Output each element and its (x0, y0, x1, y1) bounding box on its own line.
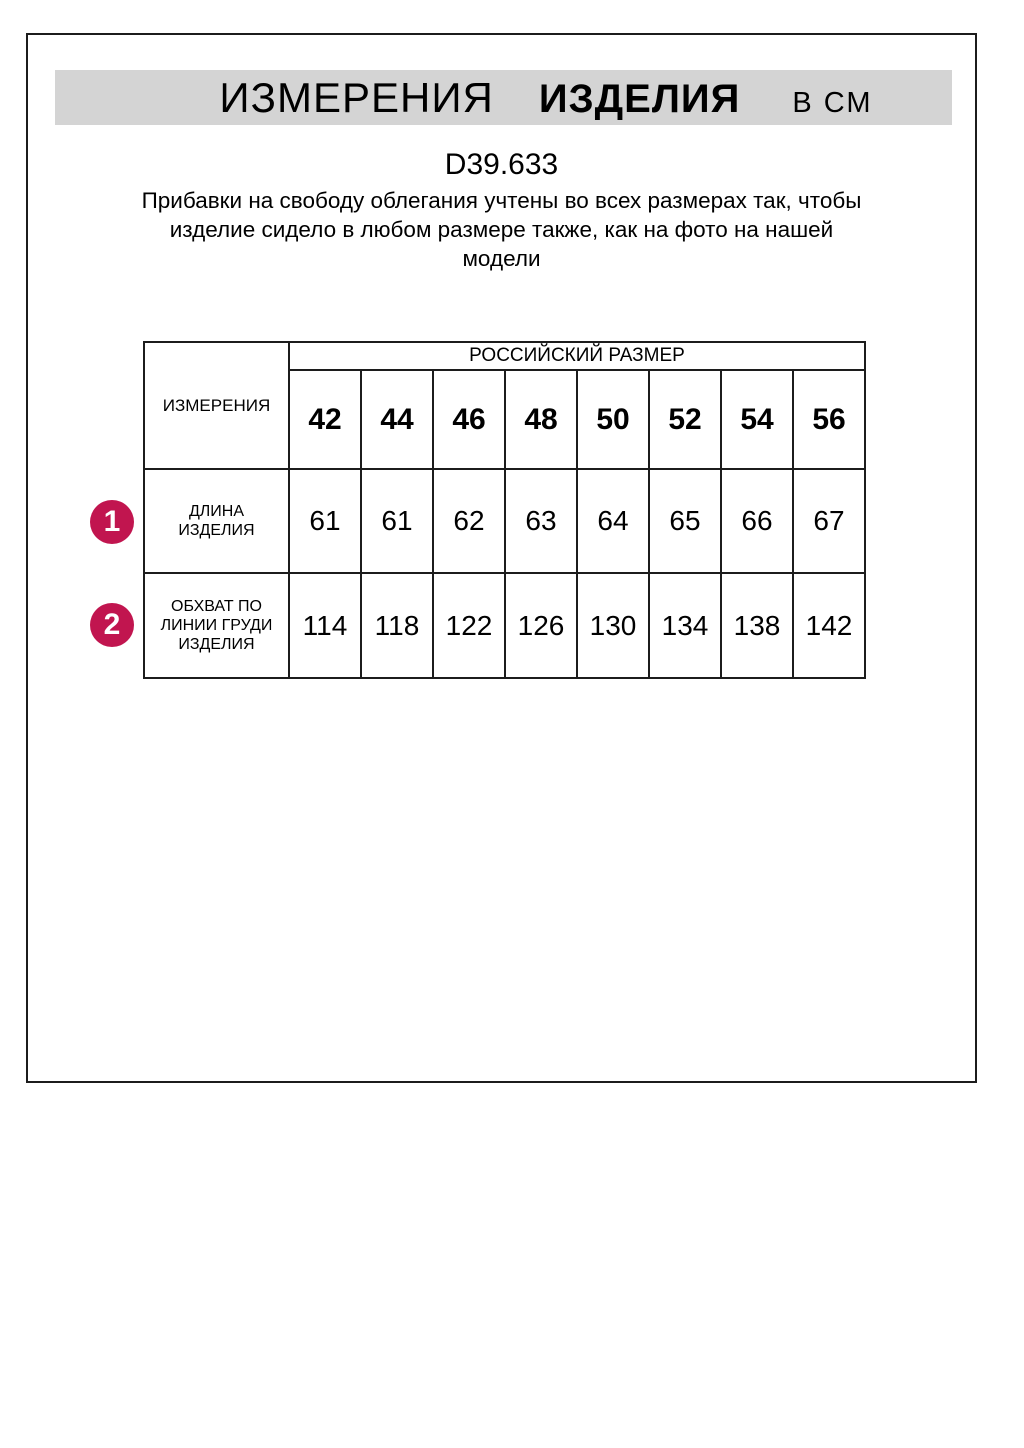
row-label-chest: ОБХВАТ ПО ЛИНИИ ГРУДИ ИЗДЕЛИЯ (144, 573, 289, 678)
measurements-column-header: ИЗМЕРЕНИЯ (144, 342, 289, 469)
fit-note-line: изделие сидело в любом размере также, как на фото на нашей (169, 217, 834, 242)
table-row-length (144, 469, 865, 573)
badge-number: 1 (103, 505, 121, 538)
title-measurements: ИЗМЕРЕНИЯ (219, 74, 494, 121)
size-table (143, 341, 866, 679)
measurement-badge-2 (90, 603, 134, 647)
size-header: 44 (361, 370, 433, 469)
chest-value: 114 (289, 573, 361, 678)
chest-value: 122 (433, 573, 505, 678)
length-value: 67 (793, 469, 865, 573)
chest-value: 134 (649, 573, 721, 678)
size-header: 54 (721, 370, 793, 469)
length-value: 64 (577, 469, 649, 573)
chest-value: 130 (577, 573, 649, 678)
table-row-chest (144, 573, 865, 678)
size-header: 50 (577, 370, 649, 469)
russian-size-header: РОССИЙСКИЙ РАЗМЕР (289, 342, 865, 370)
chest-value: 138 (721, 573, 793, 678)
fit-note (28, 186, 975, 273)
measurement-badge-1 (90, 500, 134, 544)
table-row-group-header (144, 342, 865, 370)
length-value: 63 (505, 469, 577, 573)
title-product: ИЗДЕЛИЯ (538, 77, 741, 121)
chest-value: 126 (505, 573, 577, 678)
length-value: 62 (433, 469, 505, 573)
length-value: 61 (361, 469, 433, 573)
title-band (55, 70, 952, 125)
size-header: 52 (649, 370, 721, 469)
size-header: 46 (433, 370, 505, 469)
chest-value: 118 (361, 573, 433, 678)
length-value: 65 (649, 469, 721, 573)
product-code: D39.633 (444, 148, 559, 181)
fit-note-line: Прибавки на свободу облегания учтены во всех размерах так, чтобы (141, 188, 862, 213)
row-label-length: ДЛИНА ИЗДЕЛИЯ (144, 469, 289, 573)
fit-note-line: модели (462, 246, 541, 271)
badge-number: 2 (103, 608, 121, 641)
size-header: 56 (793, 370, 865, 469)
length-value: 61 (289, 469, 361, 573)
content-border (26, 33, 977, 1083)
size-header: 42 (289, 370, 361, 469)
length-value: 66 (721, 469, 793, 573)
size-header: 48 (505, 370, 577, 469)
chest-value: 142 (793, 573, 865, 678)
title-unit: В СМ (792, 87, 873, 119)
